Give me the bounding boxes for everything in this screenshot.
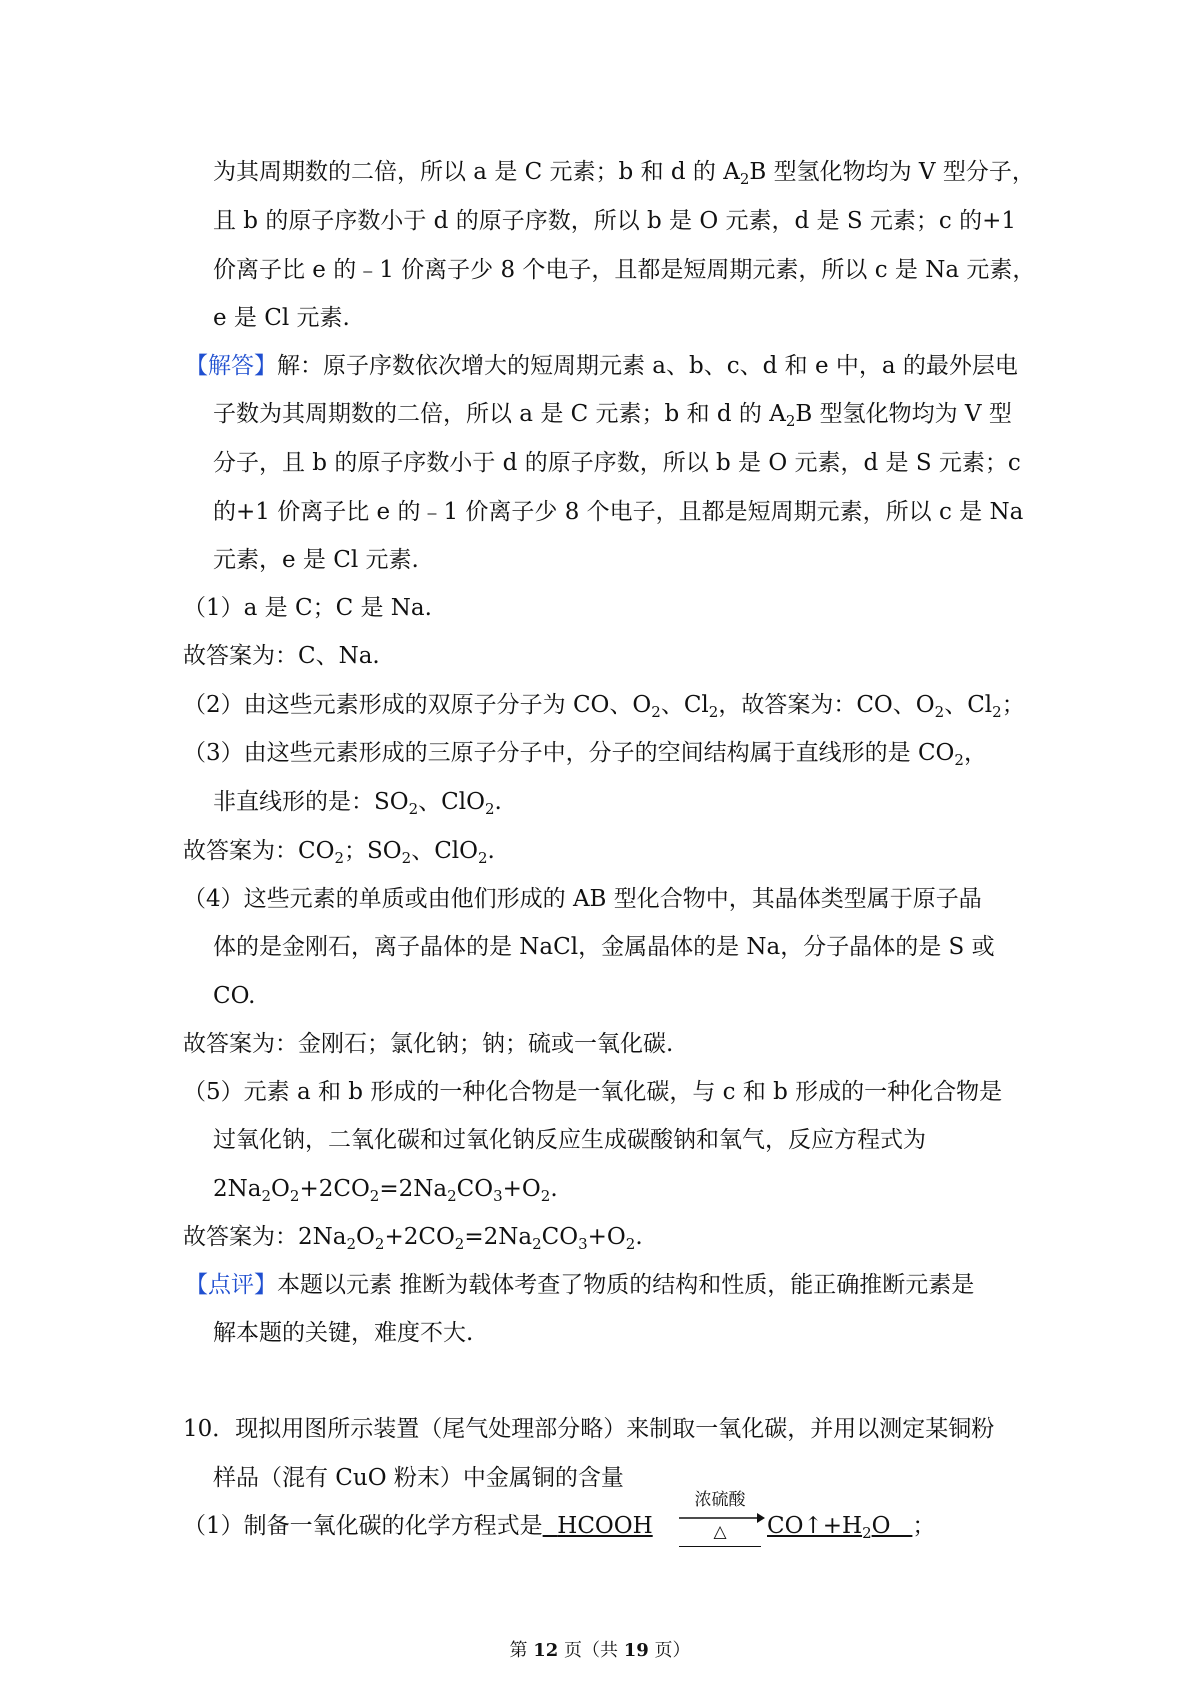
text-line: 体的是金刚石，离子晶体的是 NaCl，金属晶体的是 Na，分子晶体的是 S 或 [213, 934, 995, 960]
text-line: 元素，e 是 Cl 元素. [213, 547, 419, 573]
text-line: 分子，且 b 的原子序数小于 d 的原子序数，所以 b 是 O 元素，d 是 S 元素；c [213, 450, 1021, 476]
text-line: 解本题的关键，难度不大. [213, 1320, 474, 1346]
equation-reactant: HCOOH [557, 1513, 653, 1539]
text-line: CO. [213, 983, 256, 1009]
text-line: （4）这些元素的单质或由他们形成的 AB 型化合物中，其晶体类型属于原子晶 [183, 886, 982, 912]
footer-prefix: 第 [509, 1640, 534, 1661]
text-line: 故答案为：金刚石；氯化钠；钠；硫或一氧化碳. [183, 1031, 674, 1057]
text-line: e 是 Cl 元素. [213, 305, 350, 331]
equation-prefix: （1）制备一氧化碳的化学方程式是 [183, 1513, 543, 1539]
text-line: 价离子比 e 的﹣1 价离子少 8 个电子，且都是短周期元素，所以 c 是 Na 元素， [213, 257, 1036, 283]
equation-condition-bottom: △ [713, 1522, 727, 1542]
equation-tail: ； [912, 1513, 936, 1539]
text-line: 且 b 的原子序数小于 d 的原子序数，所以 b 是 O 元素，d 是 S 元素；c 的+1 [213, 208, 1017, 234]
equation-line [183, 1510, 653, 1542]
page-footer [0, 1636, 1200, 1662]
equation-condition-top: 浓硫酸 [694, 1490, 746, 1510]
comment-tag: 【点评】 [185, 1272, 277, 1298]
text-line: 的+1 价离子比 e 的﹣1 价离子少 8 个电子，且都是短周期元素，所以 c 是 Na [213, 499, 1024, 525]
footer-page-number: 12 [533, 1640, 559, 1661]
equation-underline [679, 1546, 761, 1547]
text-line: 【点评】本题以元素 推断为载体考查了物质的结构和性质，能正确推断元素是 [185, 1272, 975, 1298]
text-line: 故答案为：$CO_2$；$SO_2$、ClO$_2$. [183, 838, 495, 867]
text-line: 过氧化钠，二氧化碳和过氧化钠反应生成碳酸钠和氧气，反应方程式为 [213, 1127, 926, 1153]
equation-products [767, 1510, 935, 1542]
text-line: 为其周期数的二倍，所以 a 是 C 元素；b 和 d 的 $A_2B$ 型氢化物均为 V 型分子， [213, 159, 1035, 188]
text-line: （5）元素 a 和 b 形成的一种化合物是一氧化碳，与 c 和 b 形成的一种化合物是 [183, 1079, 1003, 1105]
text-line: 子数为其周期数的二倍，所以 a 是 C 元素；b 和 d 的 $A_2B$ 型氢化物均为 V 型 [213, 401, 1012, 430]
equation-product: $CO↑+H_2O$ [767, 1513, 913, 1542]
footer-suffix: 页） [648, 1640, 691, 1661]
text-line: $2Na_2O_2+2CO_2=2Na_2CO_3+O_2$. [213, 1176, 558, 1205]
text-line: 样品（混有 CuO 粉末）中金属铜的含量 [213, 1465, 624, 1491]
text-line: 10．现拟用图所示装置（尾气处理部分略）来制取一氧化碳，并用以测定某铜粉 [183, 1416, 995, 1442]
footer-middle: 页（共 [558, 1640, 624, 1661]
footer-total-pages: 19 [623, 1640, 649, 1661]
text-line: 非直线形的是：$SO_2$、ClO$_2$. [213, 789, 502, 818]
text-line: 故答案为：C、Na. [183, 643, 380, 669]
text-line: （3）由这些元素形成的三原子分子中，分子的空间结构属于直线形的是 $CO_2$， [183, 740, 987, 769]
text-line: 故答案为：$2Na_2O_2+2CO_2=2Na_2CO_3+O_2$. [183, 1224, 643, 1253]
text-line: 【解答】解：原子序数依次增大的短周期元素 a、b、c、d 和 e 中，a 的最外层电 [185, 353, 1018, 379]
text-line: （1）a 是 C；C 是 Na. [183, 595, 432, 621]
answer-tag: 【解答】 [185, 353, 277, 379]
text-line: （2）由这些元素形成的双原子分子为 CO、$O_2$、$Cl_2$，故答案为：CO、$O_2$、$Cl_2$； [183, 692, 1025, 721]
